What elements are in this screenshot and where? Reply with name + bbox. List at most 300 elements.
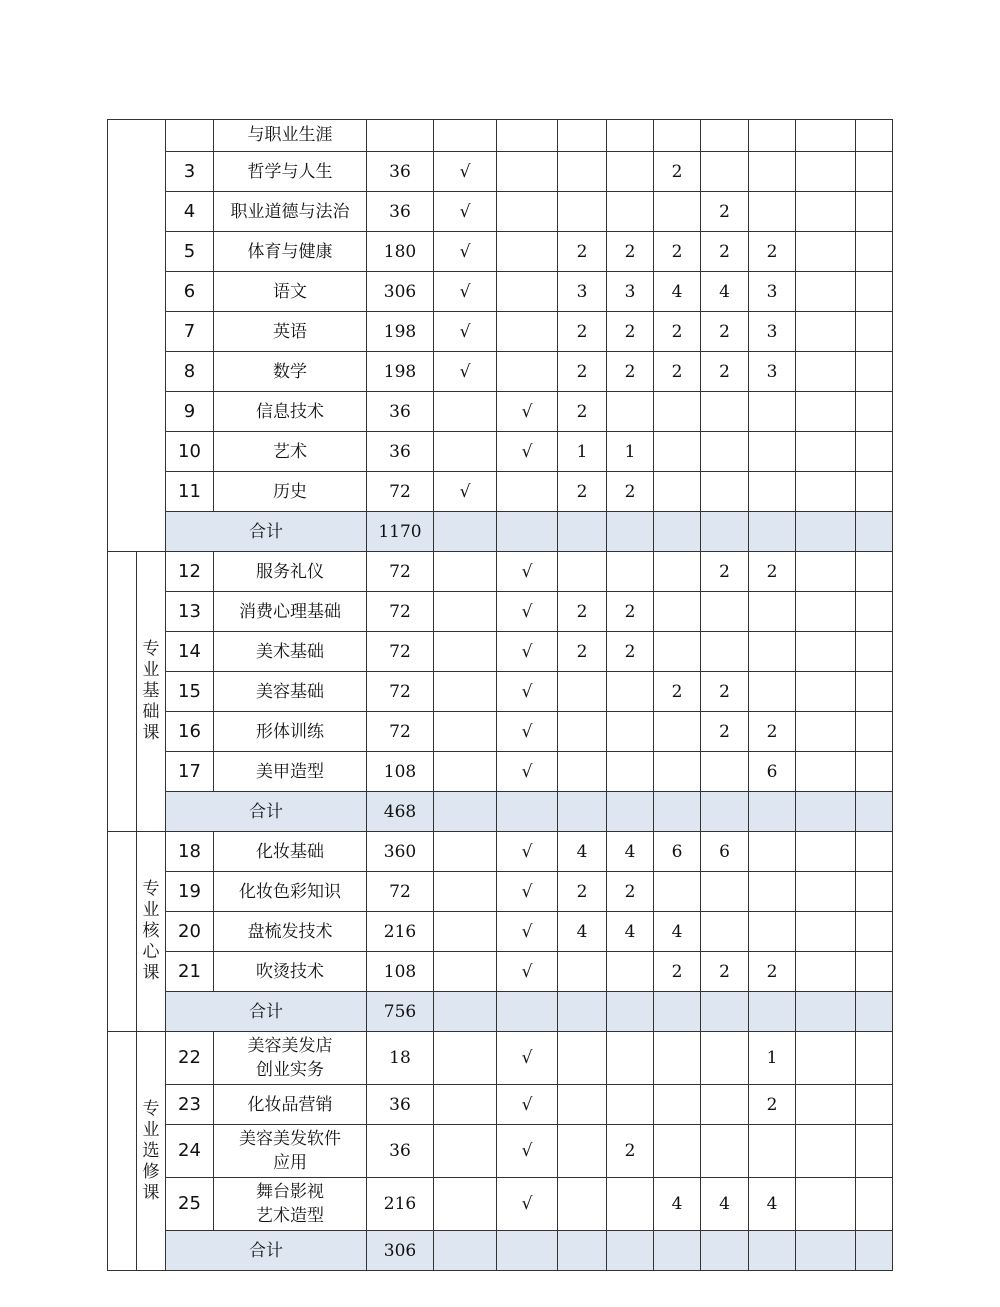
semester-hours <box>856 1085 893 1125</box>
semester-hours <box>796 232 856 272</box>
semester-hours <box>856 1032 893 1085</box>
semester-hours <box>654 552 701 592</box>
hours-cell: 72 <box>367 672 434 712</box>
semester-hours <box>749 632 796 672</box>
value-cell <box>607 119 654 152</box>
total-empty-cell <box>701 992 749 1032</box>
curriculum-table <box>107 119 893 1276</box>
semester-hours: 1 <box>749 1032 796 1085</box>
semester-hours: 2 <box>749 1085 796 1125</box>
check-elective: √ <box>497 392 558 432</box>
value-cell <box>654 119 701 152</box>
course-name: 美术基础 <box>214 632 367 672</box>
semester-hours: 2 <box>558 352 607 392</box>
semester-hours: 2 <box>607 232 654 272</box>
check-required: √ <box>434 232 497 272</box>
semester-hours: 2 <box>558 872 607 912</box>
value-cell <box>749 119 796 152</box>
semester-hours <box>796 912 856 952</box>
semester-hours <box>856 392 893 432</box>
course-name: 英语 <box>214 312 367 352</box>
total-empty-cell <box>497 992 558 1032</box>
course-name: 数学 <box>214 352 367 392</box>
hours-cell: 72 <box>367 592 434 632</box>
check-required <box>434 552 497 592</box>
semester-hours: 2 <box>701 352 749 392</box>
course-name: 消费心理基础 <box>214 592 367 632</box>
total-empty-cell <box>654 992 701 1032</box>
total-empty-cell <box>434 792 497 832</box>
check-elective: √ <box>497 592 558 632</box>
category-cell <box>107 119 166 552</box>
semester-hours <box>558 952 607 992</box>
semester-hours <box>796 1125 856 1178</box>
category-outer-cell <box>107 552 137 832</box>
semester-hours: 6 <box>654 832 701 872</box>
total-empty-cell <box>434 512 497 552</box>
semester-hours: 2 <box>654 152 701 192</box>
semester-hours: 2 <box>607 472 654 512</box>
semester-hours <box>856 192 893 232</box>
semester-hours <box>607 552 654 592</box>
semester-hours <box>856 232 893 272</box>
semester-hours: 4 <box>558 912 607 952</box>
semester-hours <box>701 592 749 632</box>
semester-hours: 2 <box>701 192 749 232</box>
value-cell <box>796 119 856 152</box>
semester-hours: 2 <box>749 712 796 752</box>
course-name: 舞台影视 艺术造型 <box>214 1178 367 1231</box>
semester-hours <box>558 672 607 712</box>
semester-hours <box>654 752 701 792</box>
hours-cell: 180 <box>367 232 434 272</box>
total-empty-cell <box>796 512 856 552</box>
course-name: 历史 <box>214 472 367 512</box>
semester-hours: 2 <box>701 672 749 712</box>
semester-hours <box>749 1125 796 1178</box>
total-empty-cell <box>749 792 796 832</box>
semester-hours <box>607 952 654 992</box>
total-empty-cell <box>749 1231 796 1271</box>
semester-hours: 2 <box>607 872 654 912</box>
semester-hours <box>796 432 856 472</box>
total-empty-cell <box>607 792 654 832</box>
semester-hours: 2 <box>654 312 701 352</box>
check-elective <box>497 232 558 272</box>
check-elective: √ <box>497 952 558 992</box>
semester-hours: 2 <box>701 232 749 272</box>
semester-hours: 2 <box>607 632 654 672</box>
semester-hours <box>856 912 893 952</box>
semester-hours: 3 <box>558 272 607 312</box>
semester-hours <box>749 432 796 472</box>
course-name: 哲学与人生 <box>214 152 367 192</box>
semester-hours: 3 <box>749 312 796 352</box>
semester-hours: 2 <box>558 312 607 352</box>
total-empty-cell <box>701 792 749 832</box>
hours-cell: 108 <box>367 952 434 992</box>
check-elective <box>497 152 558 192</box>
check-required <box>434 672 497 712</box>
semester-hours: 2 <box>558 472 607 512</box>
semester-hours <box>607 1085 654 1125</box>
semester-hours <box>607 1032 654 1085</box>
semester-hours <box>856 312 893 352</box>
semester-hours <box>749 672 796 712</box>
course-name: 美容美发店 创业实务 <box>214 1032 367 1085</box>
semester-hours <box>701 432 749 472</box>
value-cell <box>701 119 749 152</box>
course-name: 与职业生涯 <box>214 119 367 152</box>
semester-hours: 3 <box>749 352 796 392</box>
check-required <box>434 1032 497 1085</box>
semester-hours <box>558 752 607 792</box>
semester-hours <box>796 392 856 432</box>
course-name: 化妆色彩知识 <box>214 872 367 912</box>
total-label: 合计 <box>166 1231 367 1271</box>
semester-hours <box>796 552 856 592</box>
check-elective: √ <box>497 1178 558 1231</box>
semester-hours <box>701 1032 749 1085</box>
total-empty-cell <box>497 512 558 552</box>
total-empty-cell <box>749 512 796 552</box>
check-required: √ <box>434 472 497 512</box>
value-cell <box>856 119 893 152</box>
semester-hours: 2 <box>558 232 607 272</box>
row-number: 18 <box>166 832 214 872</box>
semester-hours <box>796 352 856 392</box>
semester-hours <box>856 432 893 472</box>
semester-hours: 2 <box>607 592 654 632</box>
semester-hours <box>558 1178 607 1231</box>
total-empty-cell <box>856 792 893 832</box>
semester-hours <box>749 912 796 952</box>
row-number: 13 <box>166 592 214 632</box>
course-name: 化妆基础 <box>214 832 367 872</box>
semester-hours <box>856 632 893 672</box>
total-label: 合计 <box>166 792 367 832</box>
course-name: 职业道德与法治 <box>214 192 367 232</box>
check-required <box>434 632 497 672</box>
semester-hours <box>856 1125 893 1178</box>
semester-hours: 2 <box>654 352 701 392</box>
total-hours: 468 <box>367 792 434 832</box>
value-cell <box>558 119 607 152</box>
semester-hours <box>856 832 893 872</box>
semester-hours: 1 <box>607 432 654 472</box>
total-empty-cell <box>607 1231 654 1271</box>
semester-hours <box>558 152 607 192</box>
check-elective: √ <box>497 1032 558 1085</box>
semester-hours <box>701 1085 749 1125</box>
semester-hours <box>796 1085 856 1125</box>
check-elective: √ <box>497 1085 558 1125</box>
semester-hours: 2 <box>701 312 749 352</box>
total-empty-cell <box>434 992 497 1032</box>
check-required <box>434 1085 497 1125</box>
total-empty-cell <box>749 992 796 1032</box>
check-elective <box>497 472 558 512</box>
category-label: 专 业 选 修 课 <box>137 1032 166 1271</box>
semester-hours <box>558 712 607 752</box>
hours-cell: 198 <box>367 352 434 392</box>
check-required <box>434 912 497 952</box>
semester-hours <box>701 472 749 512</box>
semester-hours <box>796 712 856 752</box>
semester-hours <box>796 632 856 672</box>
check-elective <box>497 272 558 312</box>
semester-hours: 3 <box>749 272 796 312</box>
hours-cell: 360 <box>367 832 434 872</box>
semester-hours: 6 <box>749 752 796 792</box>
check-elective: √ <box>497 1125 558 1178</box>
total-empty-cell <box>654 1231 701 1271</box>
check-elective: √ <box>497 832 558 872</box>
semester-hours <box>856 592 893 632</box>
row-number: 17 <box>166 752 214 792</box>
semester-hours <box>654 1032 701 1085</box>
row-number <box>166 119 214 152</box>
hours-cell: 36 <box>367 432 434 472</box>
value-cell <box>434 119 497 152</box>
category-label: 专 业 基 础 课 <box>137 552 166 832</box>
semester-hours <box>558 1125 607 1178</box>
semester-hours <box>607 672 654 712</box>
total-label: 合计 <box>166 512 367 552</box>
row-number: 7 <box>166 312 214 352</box>
semester-hours <box>796 472 856 512</box>
semester-hours <box>749 872 796 912</box>
semester-hours <box>654 712 701 752</box>
check-required <box>434 872 497 912</box>
semester-hours <box>607 712 654 752</box>
hours-cell: 72 <box>367 872 434 912</box>
semester-hours <box>701 752 749 792</box>
hours-cell: 72 <box>367 472 434 512</box>
semester-hours: 1 <box>558 432 607 472</box>
check-required <box>434 432 497 472</box>
row-number: 19 <box>166 872 214 912</box>
total-empty-cell <box>558 792 607 832</box>
semester-hours: 2 <box>607 1125 654 1178</box>
semester-hours: 4 <box>701 1178 749 1231</box>
semester-hours: 2 <box>654 952 701 992</box>
semester-hours <box>654 432 701 472</box>
course-name: 美甲造型 <box>214 752 367 792</box>
semester-hours <box>654 472 701 512</box>
check-required <box>434 952 497 992</box>
semester-hours <box>701 1125 749 1178</box>
semester-hours <box>607 752 654 792</box>
semester-hours <box>796 592 856 632</box>
check-elective: √ <box>497 432 558 472</box>
total-empty-cell <box>796 1231 856 1271</box>
semester-hours: 2 <box>701 952 749 992</box>
total-empty-cell <box>558 512 607 552</box>
total-empty-cell <box>558 1231 607 1271</box>
semester-hours <box>749 832 796 872</box>
semester-hours: 3 <box>607 272 654 312</box>
total-empty-cell <box>856 1231 893 1271</box>
semester-hours: 6 <box>701 832 749 872</box>
semester-hours <box>856 952 893 992</box>
semester-hours <box>654 592 701 632</box>
hours-cell: 72 <box>367 552 434 592</box>
semester-hours: 4 <box>654 272 701 312</box>
check-required <box>434 1125 497 1178</box>
total-empty-cell <box>434 1231 497 1271</box>
check-required: √ <box>434 352 497 392</box>
semester-hours <box>856 752 893 792</box>
semester-hours: 2 <box>607 352 654 392</box>
check-elective: √ <box>497 552 558 592</box>
check-required <box>434 392 497 432</box>
semester-hours: 2 <box>654 232 701 272</box>
semester-hours: 4 <box>749 1178 796 1231</box>
check-elective: √ <box>497 872 558 912</box>
check-required <box>434 592 497 632</box>
hours-cell: 36 <box>367 1125 434 1178</box>
hours-cell: 108 <box>367 752 434 792</box>
row-number: 20 <box>166 912 214 952</box>
total-hours: 306 <box>367 1231 434 1271</box>
hours-cell: 306 <box>367 272 434 312</box>
check-required: √ <box>434 152 497 192</box>
total-empty-cell <box>856 512 893 552</box>
row-number: 4 <box>166 192 214 232</box>
row-number: 21 <box>166 952 214 992</box>
hours-cell: 216 <box>367 912 434 952</box>
course-name: 美容美发软件 应用 <box>214 1125 367 1178</box>
hours-cell: 36 <box>367 192 434 232</box>
row-number: 3 <box>166 152 214 192</box>
semester-hours: 2 <box>654 672 701 712</box>
semester-hours: 2 <box>558 592 607 632</box>
semester-hours <box>558 1085 607 1125</box>
semester-hours <box>701 912 749 952</box>
row-number: 5 <box>166 232 214 272</box>
semester-hours: 2 <box>749 232 796 272</box>
total-empty-cell <box>654 792 701 832</box>
semester-hours <box>796 152 856 192</box>
semester-hours: 2 <box>558 632 607 672</box>
semester-hours <box>856 872 893 912</box>
row-number: 8 <box>166 352 214 392</box>
total-empty-cell <box>497 1231 558 1271</box>
check-required <box>434 712 497 752</box>
hours-cell: 36 <box>367 392 434 432</box>
semester-hours <box>749 392 796 432</box>
semester-hours <box>749 192 796 232</box>
check-elective: √ <box>497 712 558 752</box>
check-elective: √ <box>497 672 558 712</box>
semester-hours: 2 <box>749 552 796 592</box>
semester-hours <box>607 192 654 232</box>
hours-cell: 72 <box>367 632 434 672</box>
semester-hours <box>654 632 701 672</box>
row-number: 16 <box>166 712 214 752</box>
semester-hours: 4 <box>654 1178 701 1231</box>
row-number: 24 <box>166 1125 214 1178</box>
semester-hours <box>701 392 749 432</box>
semester-hours: 4 <box>607 832 654 872</box>
total-empty-cell <box>607 992 654 1032</box>
check-elective: √ <box>497 912 558 952</box>
semester-hours <box>749 152 796 192</box>
semester-hours <box>856 152 893 192</box>
check-elective <box>497 312 558 352</box>
semester-hours: 4 <box>654 912 701 952</box>
check-required: √ <box>434 312 497 352</box>
check-elective: √ <box>497 752 558 792</box>
semester-hours <box>796 752 856 792</box>
semester-hours <box>749 472 796 512</box>
semester-hours <box>701 632 749 672</box>
course-name: 服务礼仪 <box>214 552 367 592</box>
category-label: 专 业 核 心 课 <box>137 832 166 1032</box>
total-empty-cell <box>796 792 856 832</box>
total-empty-cell <box>701 1231 749 1271</box>
semester-hours <box>856 712 893 752</box>
check-elective <box>497 352 558 392</box>
row-number: 10 <box>166 432 214 472</box>
hours-cell: 36 <box>367 1085 434 1125</box>
row-number: 6 <box>166 272 214 312</box>
course-name: 吹烫技术 <box>214 952 367 992</box>
course-name: 信息技术 <box>214 392 367 432</box>
course-name: 盘梳发技术 <box>214 912 367 952</box>
semester-hours: 4 <box>607 912 654 952</box>
semester-hours <box>654 1085 701 1125</box>
value-cell <box>497 119 558 152</box>
row-number: 23 <box>166 1085 214 1125</box>
hours-cell: 216 <box>367 1178 434 1231</box>
hours-cell: 72 <box>367 712 434 752</box>
semester-hours <box>749 592 796 632</box>
semester-hours: 2 <box>701 552 749 592</box>
semester-hours <box>856 352 893 392</box>
row-number: 12 <box>166 552 214 592</box>
check-required <box>434 752 497 792</box>
hours-cell: 198 <box>367 312 434 352</box>
semester-hours: 4 <box>558 832 607 872</box>
semester-hours <box>856 552 893 592</box>
check-elective: √ <box>497 632 558 672</box>
check-required: √ <box>434 192 497 232</box>
row-number: 14 <box>166 632 214 672</box>
semester-hours: 2 <box>558 392 607 432</box>
total-empty-cell <box>558 992 607 1032</box>
semester-hours <box>558 1032 607 1085</box>
semester-hours <box>558 192 607 232</box>
semester-hours <box>856 1178 893 1231</box>
hours-cell: 36 <box>367 152 434 192</box>
semester-hours <box>796 1032 856 1085</box>
semester-hours <box>796 952 856 992</box>
semester-hours <box>701 872 749 912</box>
total-empty-cell <box>607 512 654 552</box>
course-name: 艺术 <box>214 432 367 472</box>
row-number: 11 <box>166 472 214 512</box>
total-hours: 756 <box>367 992 434 1032</box>
check-required: √ <box>434 272 497 312</box>
semester-hours: 2 <box>607 312 654 352</box>
row-number: 25 <box>166 1178 214 1231</box>
semester-hours <box>654 392 701 432</box>
semester-hours <box>796 272 856 312</box>
total-empty-cell <box>654 512 701 552</box>
semester-hours: 4 <box>701 272 749 312</box>
